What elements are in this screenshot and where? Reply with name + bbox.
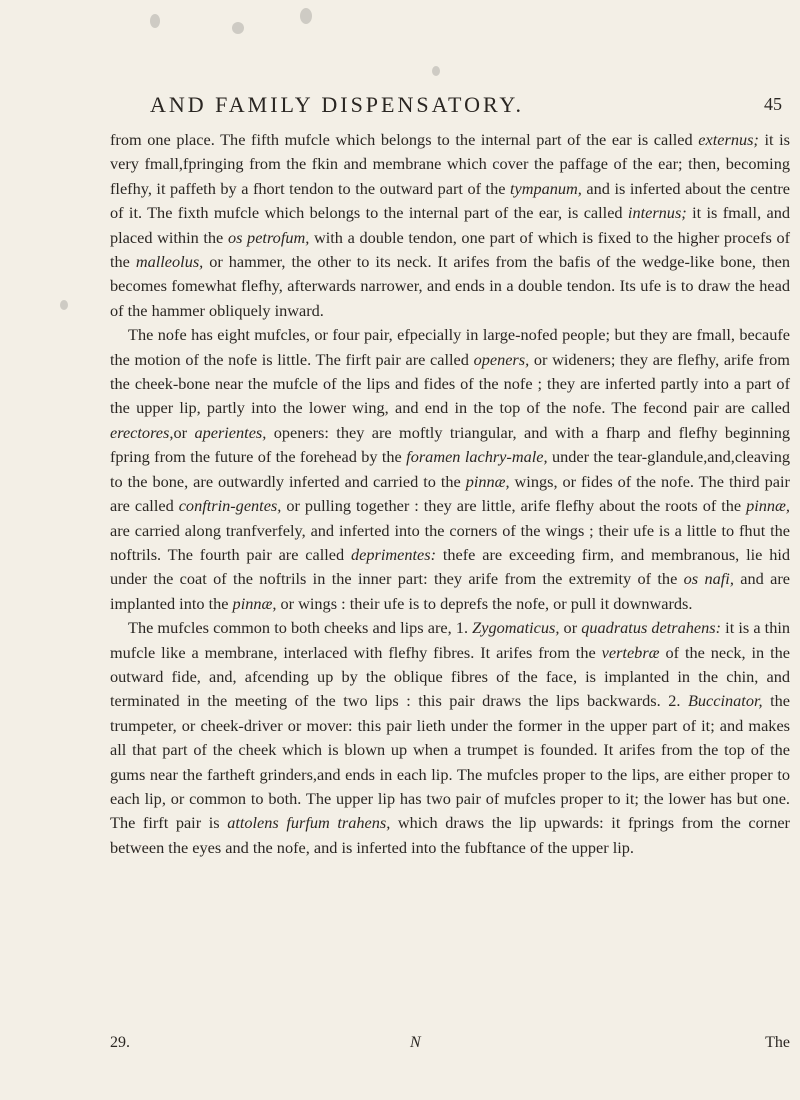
italic-term: erectores, — [110, 422, 174, 442]
italic-term: foramen lachry-male, — [406, 447, 548, 467]
ink-bleed-spot — [432, 66, 440, 76]
text-run: of the neck, in the outward fide, and, afcending up by the oblique fibres of the face, is implanted in the chin, and terminated in the meeting of the two lips : this pair draws the lips backwards. 2. — [110, 642, 791, 711]
text-run: from one place. The fifth mufcle which belongs to the internal part of the ear is called — [110, 130, 699, 149]
ink-bleed-spot — [300, 8, 312, 24]
catchword: The — [765, 1034, 790, 1051]
text-run: The mufcles common to both cheeks and lips are, 1. — [128, 618, 473, 638]
italic-term: malleolus, — [135, 252, 204, 272]
paragraph — [110, 128, 790, 323]
text-run: it is fmall, and placed within the — [110, 203, 791, 247]
text-run: or wings : their ufe is to deprefs the nofe, or pull it downwards. — [276, 593, 693, 613]
text-run: the trumpeter, or cheek-driver or mover: this pair lieth under the former in the upper part of it; and makes all that part of the cheek which is blown up when a trumpet is founded. It arifes from the top of the gums near the fartheft grinders,and ends in each lip. The mufcles proper to the lips, are either proper to each lip, or common to both. The upper lip has two pair of mufcles proper to it; the lower has but one. The firft pair is — [110, 691, 790, 833]
body-text — [110, 128, 790, 860]
text-run: or wideners; they are flefhy, arife from the cheek-bone near the mufcle of the lips and fides of the nofe ; they are inferted partly into a part of the upper lip, partly into the lower wing, and end in the top of the nofe. The fecond pair are called — [110, 349, 790, 418]
italic-term: quadratus detrahens: — [581, 618, 722, 638]
text-run: and is inferted about the centre of it. The fixth mufcle which belongs to the internal part of the ear, is called — [110, 178, 790, 223]
italic-term: Buccinator, — [687, 691, 763, 711]
italic-term: externus; — [698, 130, 759, 149]
text-run: thefe are exceeding firm, and membranous, lie hid under the coat of the noftrils in the inner part: they arife from the extremity of the — [110, 544, 791, 589]
text-run: are carried along tranfverfely, and inferted into the corners of the wings ; their ufe is a little to fhut the noftrils. The fourth pair are called — [110, 520, 790, 564]
ink-bleed-spot — [232, 22, 244, 34]
text-run: or hammer, the other to its neck. It arifes from the bafis of the wedge-like bone, then becomes fomewhat flefhy, afterwards narrower, and ends in a double tendon. Its ufe is to draw the head of the hammer obliquely inward. — [110, 252, 790, 320]
text-run: under the tear-glandule,and,cleaving to the bone, are outwardly inferted and carried to the — [110, 447, 791, 491]
italic-term: deprimentes: — [351, 544, 437, 564]
text-run: which draws the lip upwards: it fprings from the corner between the eyes and the nofe, and is inferted into the fubftance of the upper lip. — [110, 813, 790, 857]
gathering-letter: N — [410, 1034, 421, 1051]
italic-term: vertebræ — [601, 642, 660, 662]
italic-term: os nafi, — [683, 569, 734, 589]
page-header — [150, 92, 790, 122]
page-footer — [110, 1034, 790, 1058]
italic-term: Zygomaticus, — [472, 618, 560, 638]
running-title: AND FAMILY DISPENSATORY. — [150, 92, 524, 117]
text-run: it is a thin mufcle like a membrane, interlaced with flefhy fibres. It arifes from the — [110, 618, 790, 662]
ink-bleed-spot — [150, 14, 160, 28]
text-run: or — [173, 422, 195, 442]
text-run: openers: they are moftly triangular, and with a fharp and flefhy beginning fpring from the future of the forehead by the — [110, 422, 790, 467]
text-run: and are implanted into the — [110, 569, 790, 613]
text-run: or pulling together : they are little, arife flefhy about the roots of the — [281, 496, 747, 516]
text-run: with a double tendon, one part of which is fixed to the higher procefs of the — [110, 227, 791, 272]
italic-term: internus; — [627, 203, 687, 223]
italic-term: os petrofum, — [227, 227, 310, 247]
ink-bleed-spot — [60, 300, 68, 310]
paragraph — [110, 616, 790, 860]
text-run: The nofe has eight mufcles, or four pair, efpecially in large-nofed people; but they are fmall, becaufe the motion of the nofe is little. The firft pair are called — [110, 325, 790, 369]
paragraph — [110, 323, 790, 616]
italic-term: conftrin-gentes, — [178, 496, 282, 516]
italic-term: attolens furfum trahens, — [227, 813, 391, 833]
italic-term: pinnæ, — [465, 471, 510, 491]
text-run: or — [559, 618, 582, 638]
signature-number: 29. — [110, 1034, 130, 1051]
italic-term: tympanum, — [509, 178, 582, 198]
italic-term: aperientes, — [194, 422, 267, 442]
page-number: 45 — [764, 94, 782, 114]
text-run: wings, or fides of the nofe. The third pair are called — [110, 471, 790, 516]
italic-term: openers, — [473, 349, 530, 369]
italic-term: pinnæ, — [232, 593, 277, 613]
italic-term: pinnæ, — [746, 496, 790, 516]
text-run: it is very fmall,fpringing from the fkin and membrane which cover the paffage of the ear; then, becoming flefhy, it paffeth by a fhort tendon to the outward part of the — [110, 130, 790, 198]
